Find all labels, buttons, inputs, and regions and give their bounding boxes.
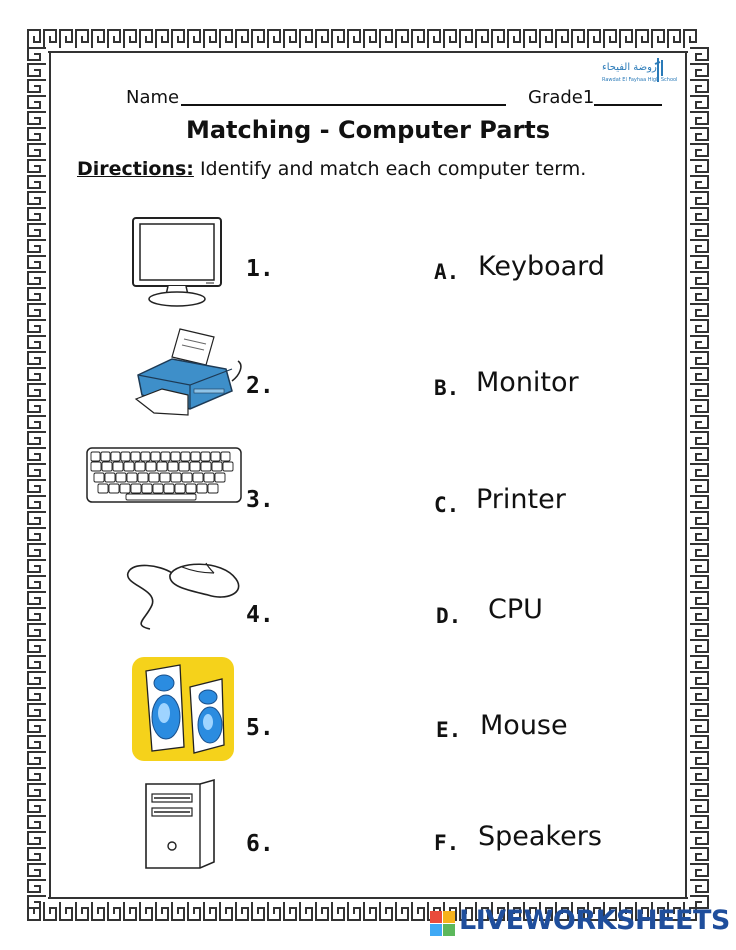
svg-text:ﺭﻭﺿﺔ ﺍﻟﻔﻴﺤﺎﺀ: ﺭﻭﺿﺔ ﺍﻟﻔﻴﺤﺎﺀ xyxy=(602,62,657,73)
grade-blank[interactable] xyxy=(594,104,662,106)
item-number-5: 5. xyxy=(246,715,274,741)
term-e: Mouse xyxy=(480,710,568,741)
cpu-tower-icon xyxy=(140,778,220,870)
term-f: Speakers xyxy=(478,821,602,852)
school-logo xyxy=(600,54,678,86)
directions-text: Identify and match each computer term. xyxy=(199,158,587,180)
item-number-4: 4. xyxy=(246,602,274,628)
term-c: Printer xyxy=(476,484,566,515)
term-a: Keyboard xyxy=(478,251,605,282)
name-blank[interactable] xyxy=(181,104,506,106)
page-title: Matching - Computer Parts xyxy=(185,116,551,144)
item-number-2: 2. xyxy=(246,373,274,399)
directions-label: Directions: xyxy=(77,158,194,180)
mouse-icon xyxy=(122,553,246,631)
item-number-6: 6. xyxy=(246,831,274,857)
term-letter-a: A. xyxy=(434,260,460,284)
term-b: Monitor xyxy=(476,367,579,398)
speakers-icon xyxy=(132,657,234,761)
term-letter-d: D. xyxy=(436,604,462,628)
keyboard-icon xyxy=(86,447,242,503)
term-letter-b: B. xyxy=(434,376,460,400)
term-letter-e: E. xyxy=(436,718,462,742)
brand-wordmark[interactable]: LIVEWORKSHEETS xyxy=(459,905,730,936)
printer-icon xyxy=(128,325,246,417)
term-letter-f: F. xyxy=(434,831,460,855)
monitor-icon xyxy=(130,215,225,310)
name-label: Name xyxy=(126,87,180,108)
svg-text:Rawdat El Fayhaa High School: Rawdat El Fayhaa High School xyxy=(602,77,678,83)
grade-label: Grade1 xyxy=(528,87,595,108)
liveworksheets-logo-icon xyxy=(430,911,456,937)
term-d: CPU xyxy=(488,594,543,625)
item-number-1: 1. xyxy=(246,256,274,282)
term-letter-c: C. xyxy=(434,493,460,517)
item-number-3: 3. xyxy=(246,487,274,513)
directions xyxy=(77,158,586,180)
